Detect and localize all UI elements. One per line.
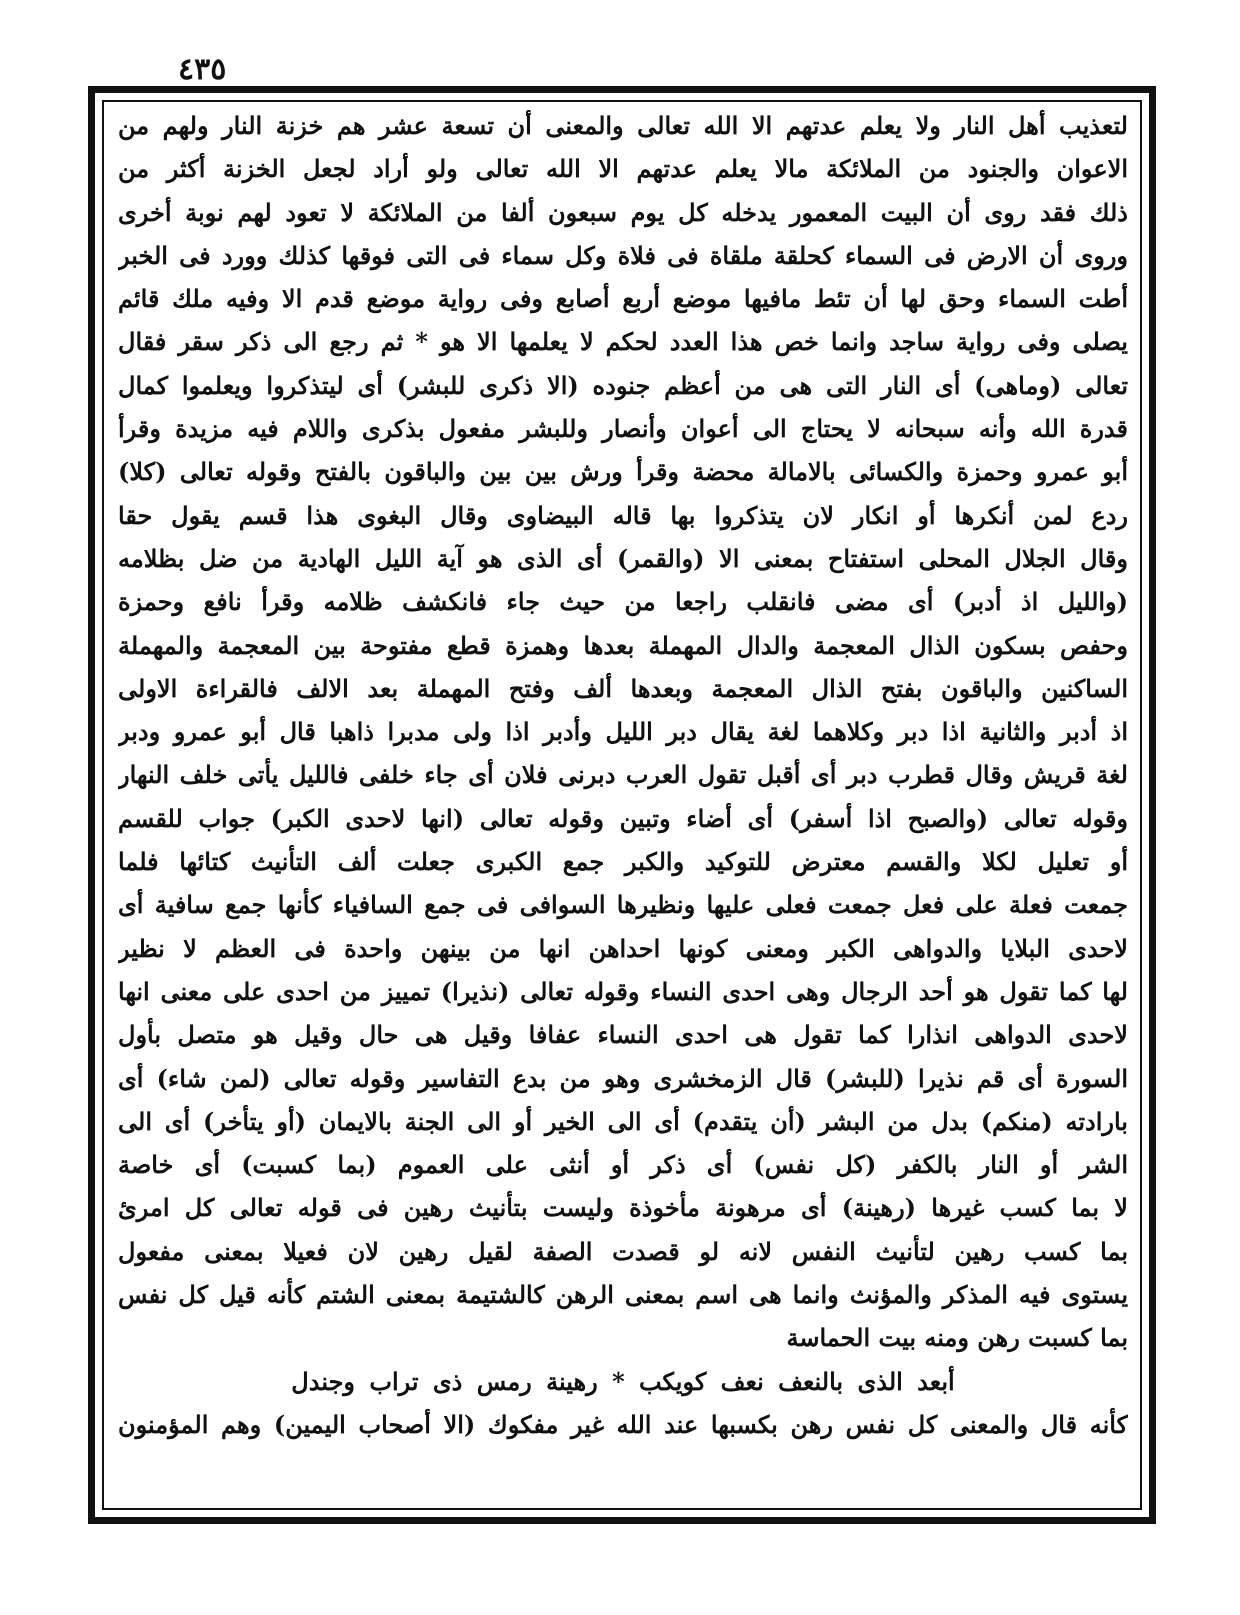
text-line: قدرة الله وأنه سبحانه لا يحتاج الى أعوان وأنصار وللبشر مفعول بذكرى واللام فيه مزيدة وقرأ bbox=[118, 414, 1128, 444]
text-line: اذ أدبر والثانية اذا دبر وكلاهما لغة يقال دبر الليل وأدبر اذا ولى مدبرا ذاهبا قال أبو عمرو ودبر bbox=[118, 717, 1128, 747]
text-line: لاحدى الدواهى انذارا كما تقول هى احدى النساء عفافا وقيل هى حال وقيل هو متصل بأول bbox=[118, 1020, 1128, 1050]
text-line: لا بما كسب غيرها (رهينة) أى مرهونة مأخوذة وليست بتأنيث رهين فى قوله تعالى كل امرئ bbox=[118, 1193, 1128, 1223]
text-line: لها كما تقول هو أحد الرجال وهى احدى النساء وقوله تعالى (نذيرا) تمييز من احدى على معنى انها bbox=[118, 976, 1128, 1006]
text-line: وحفص بسكون الذال المعجمة والدال المهملة بعدها وهمزة قطع مفتوحة بين المعجمة والمهملة bbox=[118, 630, 1128, 660]
text-line: بارادته (منكم) بدل من البشر (أن يتقدم) أى الى الخير أو الى الجنة بالايمان (أو يتأخر) أى الى bbox=[118, 1106, 1128, 1136]
text-line: بما كسبت رهن ومنه بيت الحماسة bbox=[786, 1323, 1128, 1353]
text-line: الساكنين والباقون بفتح الذال المعجمة وبعدها ألف وفتح المهملة بعد الالف فالقراءة الاولى bbox=[118, 673, 1128, 703]
text-line: أو تعليل لكلا والقسم معترض للتوكيد والكبر جمع الكبرى جعلت ألف التأنيث كتائها فلما bbox=[118, 847, 1128, 877]
text-line: لاحدى البلايا والدواهى الكبر ومعنى كونها احداهن انها من بينهن واحدة فى العظم لا نظير bbox=[118, 933, 1128, 963]
text-line: الشر أو النار بالكفر (كل نفس) أى ذكر أو أنثى على العموم (بما كسبت) أى خاصة bbox=[118, 1150, 1128, 1180]
text-line: لتعذيب أهل النار ولا يعلم عدتهم الا الله تعالى والمعنى أن تسعة عشر هم خزنة النار ولهم من bbox=[118, 111, 1128, 140]
text-line: الاعوان والجنود من الملائكة مالا يعلم عدتهم الا الله تعالى ولو أراد لجعل الخزنة أكثر من bbox=[118, 154, 1128, 184]
page-number: ٤٣٥ bbox=[178, 52, 227, 87]
text-line: وقال الجلال المحلى استفتاح بمعنى الا (والقمر) أى الذى هو آية الليل الهادية من ضل بظلامه bbox=[118, 543, 1128, 573]
text-line: وروى أن الارض فى السماء كحلقة ملقاة فى فلاة وكل سماء فى التى فوقها كذلك وورد فى الخبر bbox=[118, 240, 1128, 270]
text-line: أطت السماء وحق لها أن تئط مافيها موضع أربع أصابع وفى رواية موضع قدم الا وفيه ملك قائم bbox=[118, 284, 1128, 314]
document-text-body bbox=[118, 104, 1128, 1446]
text-line: لغة قريش وقال قطرب دبر أى أقبل تقول العرب دبرنى فلان أى جاء خلفى فالليل يأتى خلف النهار bbox=[118, 760, 1128, 790]
text-line: تعالى (وماهى) أى النار التى هى من أعظم جنوده (الا ذكرى للبشر) أى ليتذكروا ويعلموا كمال bbox=[118, 370, 1128, 400]
text-line: السورة أى قم نذيرا (للبشر) قال الزمخشرى وهو من بدع التفاسير وقوله تعالى (لمن شاء) أى bbox=[118, 1063, 1128, 1093]
text-line: يصلى وفى رواية ساجد وانما خص هذا العدد لحكم لا يعلمها الا هو * ثم رجع الى ذكر سقر فقال bbox=[118, 327, 1128, 357]
text-line: يستوى فيه المذكر والمؤنث وانما هى اسم بمعنى الرهن كالشتيمة بمعنى الشتم كأنه قيل كل نفس bbox=[118, 1280, 1128, 1310]
text-line: وقوله تعالى (والصبح اذا أسفر) أى أضاء وتبين وقوله تعالى (انها لاحدى الكبر) جواب للقسم bbox=[118, 803, 1128, 833]
text-line: ردع لمن أنكرها أو انكار لان يتذكروا بها قاله البيضاوى وقال البغوى هذا قسم يقول حقا bbox=[118, 500, 1128, 530]
text-line: كأنه قال والمعنى كل نفس رهن بكسبها عند الله غير مفكوك (الا أصحاب اليمين) وهم المؤمنون bbox=[118, 1409, 1128, 1439]
verse-line: أبعد الذى بالنعف نعف كويكب * رهينة رمس ذى تراب وجندل bbox=[291, 1366, 955, 1396]
text-line: ذلك فقد روى أن البيت المعمور يدخله كل يوم سبعون ألفا من الملائكة لا تعود لهم نوبة أخرى bbox=[118, 197, 1128, 227]
text-line: أبو عمرو وحمزة والكسائى بالامالة محضة وقرأ ورش بين بين والباقون بالفتح وقوله تعالى (كلا) bbox=[118, 457, 1128, 487]
text-line: بما كسب رهين لتأنيث النفس لانه لو قصدت الصفة لقيل رهين لان فعيلا بمعنى مفعول bbox=[118, 1236, 1128, 1266]
text-line: (والليل اذ أدبر) أى مضى فانقلب راجعا من حيث جاء فانكشف ظلامه وقرأ نافع وحمزة bbox=[118, 587, 1128, 617]
text-line: جمعت فعلة على فعل جمعت فعلى عليها ونظيرها السوافى فى جمع السافياء كأنها جمع سافية أى bbox=[118, 890, 1128, 920]
